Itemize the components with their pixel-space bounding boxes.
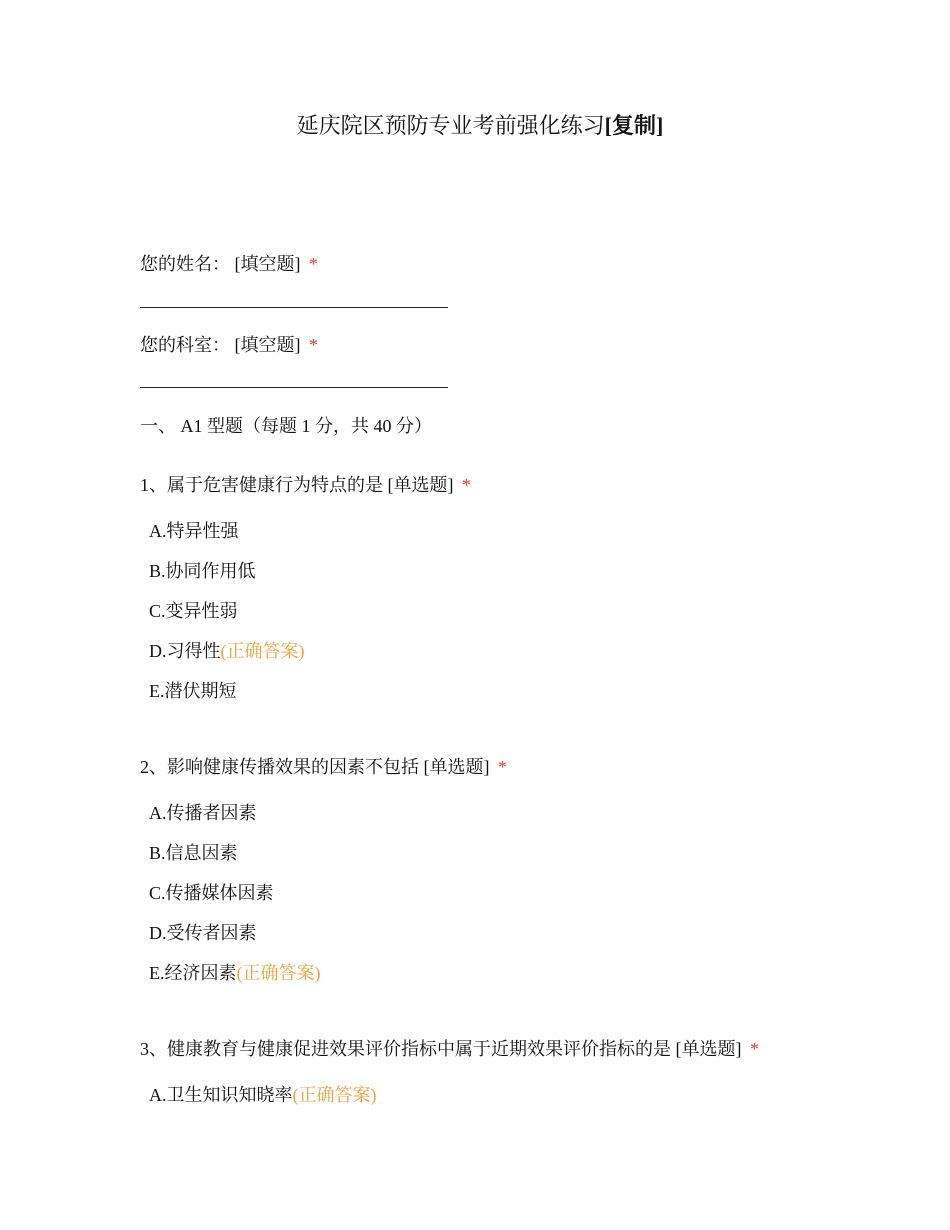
required-mark: * (309, 335, 318, 355)
correct-answer-tag: (正确答案) (236, 963, 321, 983)
correct-answer-tag: (正确答案) (292, 1085, 377, 1105)
title-suffix: [复制] (604, 113, 664, 138)
q2-option-a[interactable] (149, 800, 257, 826)
q2-option-d[interactable] (149, 920, 257, 946)
q1-option-d[interactable] (149, 638, 305, 664)
question-1 (140, 472, 471, 498)
question-1-type: [单选题] (387, 475, 454, 495)
department-answer-field[interactable] (140, 387, 448, 388)
name-answer-field[interactable] (140, 307, 448, 308)
q3-option-a[interactable] (149, 1082, 377, 1108)
q2-option-c[interactable] (149, 880, 274, 906)
question-3 (140, 1036, 759, 1062)
question-2 (140, 754, 507, 780)
question-2-type: [单选题] (423, 757, 490, 777)
required-mark: * (462, 475, 471, 495)
name-question-label: 您的姓名： (140, 254, 230, 274)
q1-option-c[interactable] (149, 598, 238, 624)
option-label: A.特异性强 (149, 521, 239, 541)
option-label: B.信息因素 (149, 843, 238, 863)
required-mark: * (750, 1039, 759, 1059)
title-main: 延庆院区预防专业考前强化练习 (296, 113, 605, 138)
option-label: D.受传者因素 (149, 923, 257, 943)
correct-answer-tag: (正确答案) (220, 641, 305, 661)
option-label: B.协同作用低 (149, 561, 256, 581)
q1-option-b[interactable] (149, 558, 256, 584)
q2-option-e[interactable] (149, 960, 321, 986)
question-3-type: [单选题] (675, 1039, 742, 1059)
q1-option-e[interactable] (149, 678, 237, 704)
question-1-text: 1、属于危害健康行为特点的是 (140, 475, 383, 495)
q1-option-a[interactable] (149, 518, 239, 544)
department-question (140, 332, 318, 358)
q2-option-b[interactable] (149, 840, 238, 866)
department-question-label: 您的科室： (140, 335, 230, 355)
option-label: E.经济因素 (149, 963, 237, 983)
required-mark: * (309, 254, 318, 274)
option-label: A.传播者因素 (149, 803, 257, 823)
page-title (0, 110, 950, 142)
question-2-text: 2、影响健康传播效果的因素不包括 (140, 757, 419, 777)
required-mark: * (498, 757, 507, 777)
option-label: C.变异性弱 (149, 601, 238, 621)
option-label: C.传播媒体因素 (149, 883, 274, 903)
name-question (140, 251, 318, 277)
name-question-type: [填空题] (234, 254, 301, 274)
department-question-type: [填空题] (234, 335, 301, 355)
option-label: D.习得性 (149, 641, 221, 661)
question-3-text: 3、健康教育与健康促进效果评价指标中属于近期效果评价指标的是 (140, 1039, 671, 1059)
section-heading: 一、 A1 型题（每题 1 分，共 40 分） (140, 416, 432, 436)
option-label: E.潜伏期短 (149, 681, 237, 701)
option-label: A.卫生知识知晓率 (149, 1085, 293, 1105)
